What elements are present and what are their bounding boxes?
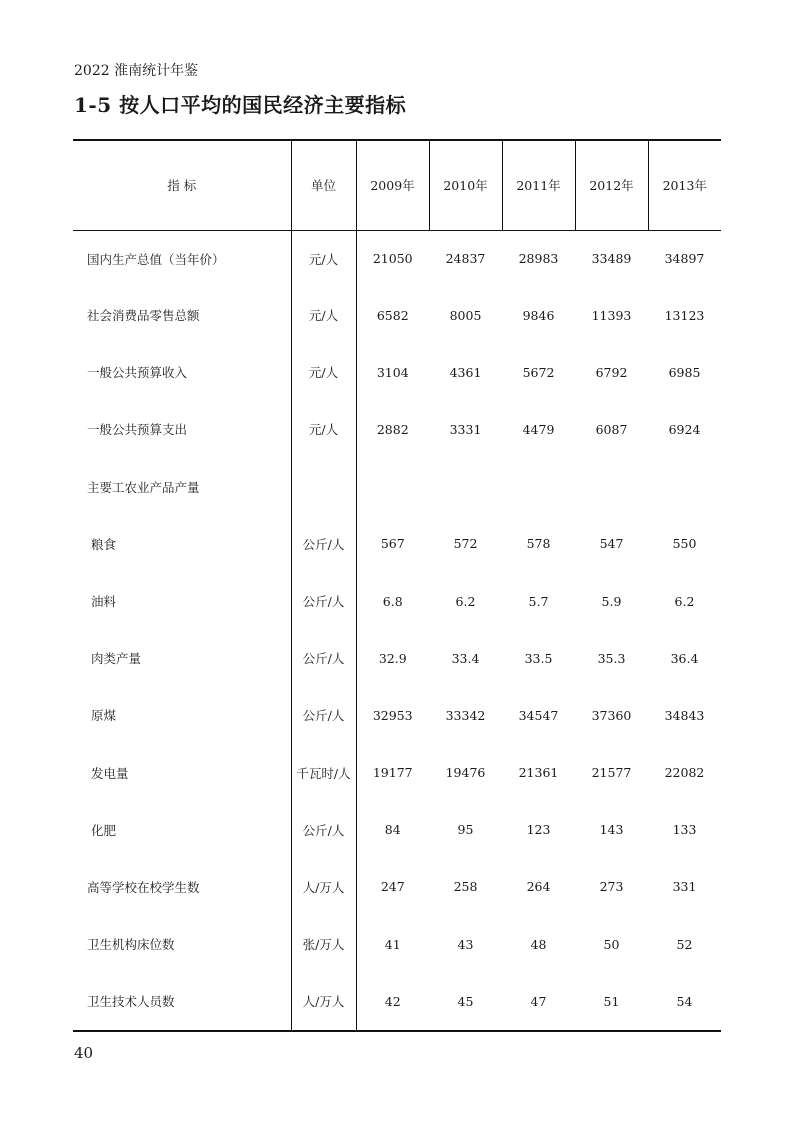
table-row [73,687,721,744]
value-cell: 35.3 [597,650,626,666]
value-cell: 34897 [664,251,705,266]
value-cell: 95 [457,822,474,838]
value-cell: 6.8 [382,593,403,609]
table-row [73,515,721,572]
value-cell [356,458,429,515]
value-cell: 8005 [449,307,482,323]
value-cell: 50 [603,936,620,952]
value-cell: 21050 [372,251,413,266]
table-row [73,973,721,1031]
header-row [73,140,721,230]
indicator-cell: 高等学校在校学生数 [87,879,200,895]
value-cell: 5.7 [528,593,549,609]
indicator-cell: 油料 [91,594,117,610]
value-cell: 273 [599,879,624,895]
value-cell: 33489 [591,251,632,266]
indicator-cell: 社会消费品零售总额 [87,308,200,324]
value-cell: 3104 [376,364,409,380]
table-row [73,744,721,801]
value-cell: 133 [672,822,697,838]
value-cell: 21577 [591,765,632,781]
value-cell: 33342 [445,707,486,723]
value-cell: 47 [502,973,575,1031]
value-cell: 547 [599,536,624,552]
value-cell: 6087 [595,421,628,437]
unit-cell: 人/万人 [291,973,356,1031]
indicator-cell: 原煤 [91,708,117,724]
value-cell: 6924 [668,421,701,437]
value-cell: 48 [530,936,547,952]
indicator-cell: 卫生机构床位数 [87,937,175,953]
indicator-cell: 发电量 [91,765,129,781]
value-cell: 9846 [522,307,555,323]
unit-cell: 千瓦时/人 [291,744,356,801]
header-year: 2010年 [429,140,502,230]
value-cell: 21361 [518,765,559,781]
value-cell: 258 [453,879,478,895]
value-cell: 11393 [591,307,632,323]
header-indicator: 指 标 [73,140,291,230]
value-cell: 5672 [522,364,555,380]
value-cell [502,458,575,515]
table-row [73,916,721,973]
value-cell: 54 [648,973,721,1031]
value-cell: 32.9 [378,650,407,666]
value-cell: 247 [380,879,405,895]
table-row [73,230,721,287]
value-cell: 578 [526,536,551,552]
header-year: 2011年 [502,140,575,230]
table-row [73,287,721,344]
value-cell: 52 [676,936,693,952]
table-title: 1-5 按人口平均的国民经济主要指标 [74,93,407,117]
value-cell: 42 [356,973,429,1031]
value-cell: 19476 [445,765,486,781]
value-cell: 123 [526,822,551,838]
table-row [73,858,721,915]
value-cell: 6.2 [674,593,695,609]
value-cell: 34547 [518,707,559,723]
indicator-cell: 主要工农业产品产量 [87,479,200,495]
unit-cell: 元/人 [291,401,356,458]
value-cell: 24837 [445,251,486,266]
value-cell: 84 [384,822,401,838]
unit-cell: 元/人 [291,344,356,401]
value-cell: 28983 [518,251,559,266]
value-cell: 51 [575,973,648,1031]
value-cell: 3331 [449,421,482,437]
unit-cell: 人/万人 [291,858,356,915]
indicator-table [73,139,721,1032]
table-row [73,344,721,401]
unit-cell: 元/人 [291,230,356,287]
value-cell: 36.4 [670,650,699,666]
unit-cell: 公斤/人 [291,572,356,629]
value-cell [575,458,648,515]
value-cell: 264 [526,879,551,895]
value-cell: 19177 [372,765,413,781]
value-cell: 43 [457,936,474,952]
header-unit: 单位 [291,140,356,230]
table-row [73,801,721,858]
indicator-cell: 化肥 [91,822,117,838]
value-cell: 550 [672,536,697,552]
header-year: 2013年 [648,140,721,230]
indicator-cell: 肉类产量 [91,651,142,667]
value-cell: 6792 [595,364,628,380]
value-cell: 5.9 [601,593,622,609]
running-head: 2022 淮南统计年鉴 [74,63,199,79]
header-year: 2009年 [356,140,429,230]
value-cell: 331 [672,879,697,895]
value-cell: 33.4 [451,650,480,666]
table-row [73,572,721,629]
value-cell: 567 [380,536,405,552]
value-cell: 34843 [664,707,705,723]
indicator-cell: 一般公共预算收入 [87,365,188,381]
unit-cell: 公斤/人 [291,801,356,858]
value-cell: 572 [453,536,478,552]
value-cell: 6582 [376,307,409,323]
value-cell: 6985 [668,364,701,380]
unit-cell: 公斤/人 [291,515,356,572]
value-cell: 13123 [664,307,705,323]
table-row [73,630,721,687]
unit-cell: 元/人 [291,287,356,344]
value-cell: 33.5 [524,650,553,666]
unit-cell: 张/万人 [291,916,356,973]
table-body [73,230,721,1031]
value-cell: 143 [599,822,624,838]
value-cell [429,458,502,515]
table-row [73,458,721,515]
indicator-cell: 粮食 [91,536,117,552]
value-cell: 32953 [372,707,413,723]
value-cell: 22082 [664,765,705,781]
value-cell [648,458,721,515]
unit-cell: 公斤/人 [291,687,356,744]
value-cell: 4479 [522,421,555,437]
value-cell: 2882 [376,421,409,437]
indicator-cell: 卫生技术人员数 [73,973,291,1031]
table-row [73,401,721,458]
page-number: 40 [74,1044,94,1062]
unit-cell: 公斤/人 [291,630,356,687]
value-cell: 37360 [591,707,632,723]
value-cell: 41 [384,936,401,952]
header-year: 2012年 [575,140,648,230]
indicator-cell: 一般公共预算支出 [87,422,188,438]
indicator-cell: 国内生产总值（当年价） [87,251,225,267]
unit-cell [291,458,356,515]
value-cell: 4361 [449,364,482,380]
value-cell: 45 [429,973,502,1031]
value-cell: 6.2 [455,593,476,609]
